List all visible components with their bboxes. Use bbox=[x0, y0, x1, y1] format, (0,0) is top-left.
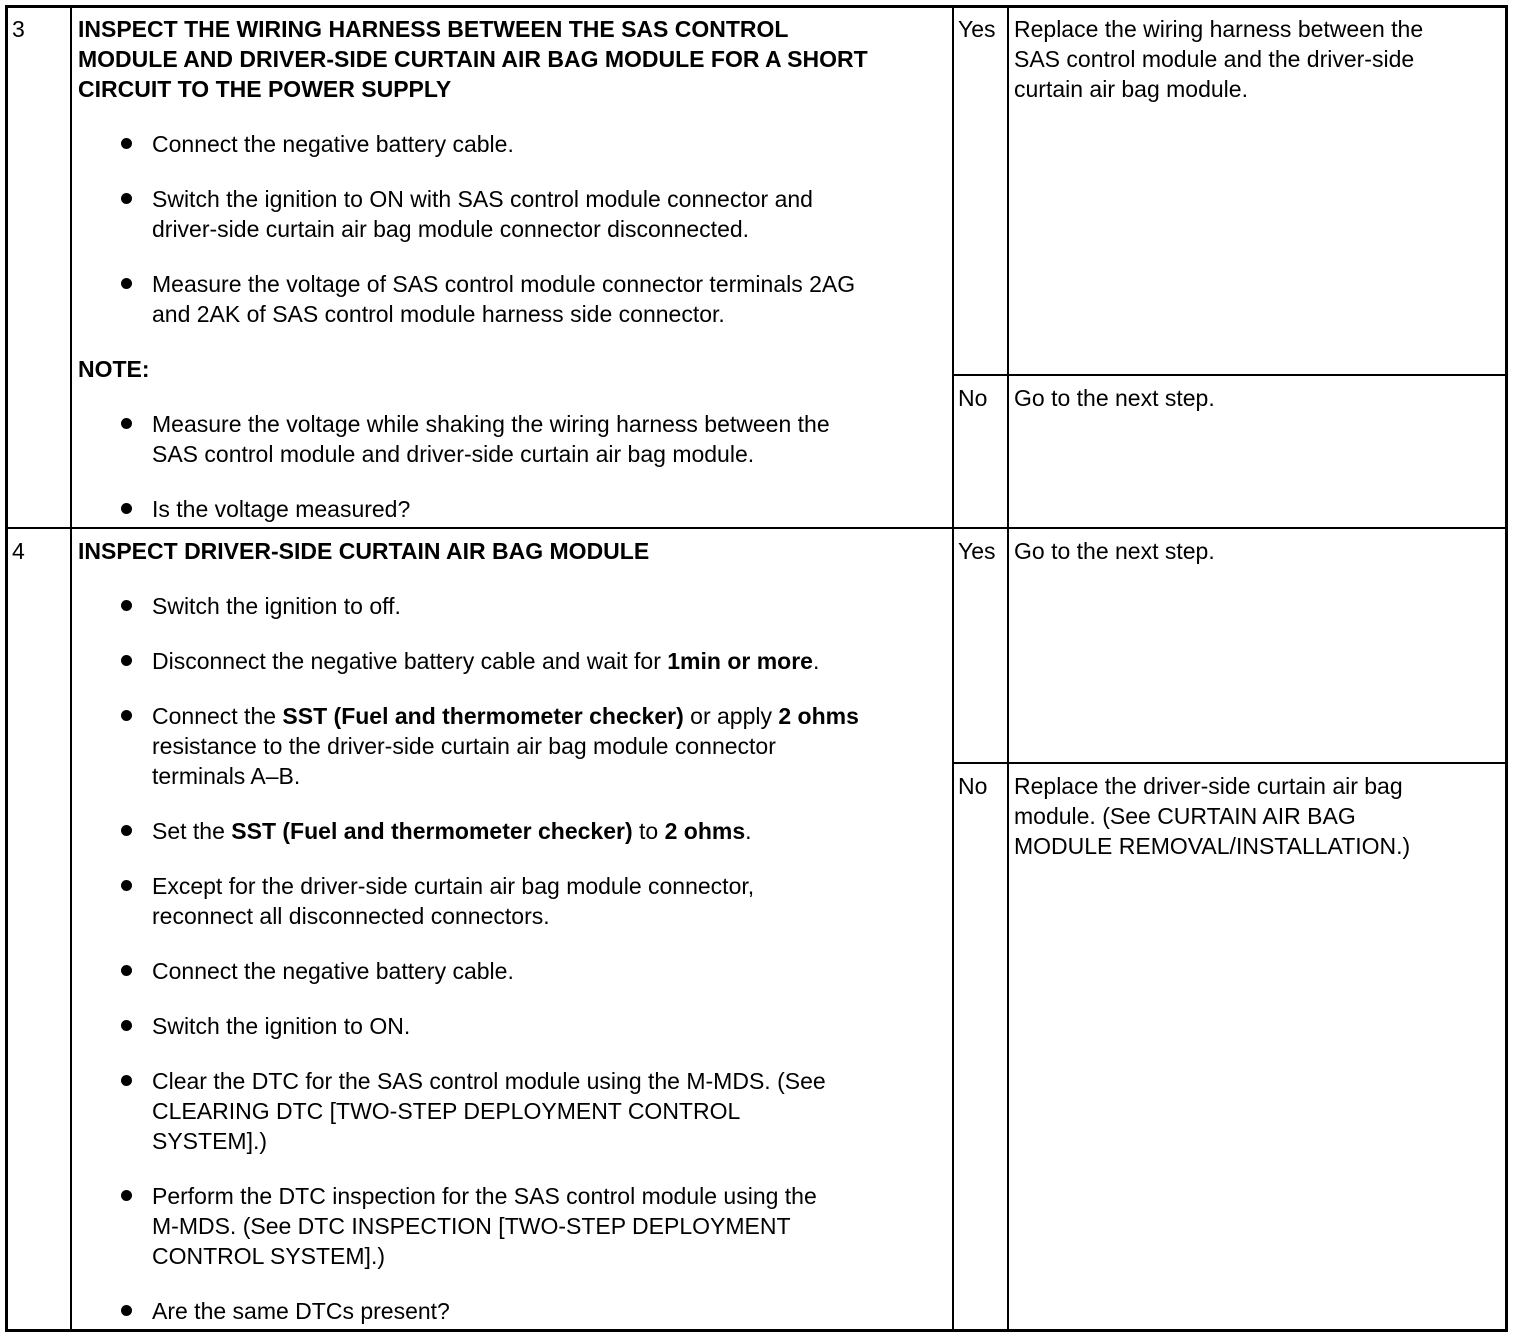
step-number: 3 bbox=[12, 16, 25, 42]
bullet-icon bbox=[121, 965, 132, 976]
column-divider-action bbox=[1007, 5, 1009, 1332]
bullet-icon bbox=[121, 418, 132, 429]
table-bottom-border bbox=[5, 1329, 1508, 1332]
bullet-text: CONTROL SYSTEM].) bbox=[152, 1243, 385, 1269]
no-action-text: Replace the driver-side curtain air bag bbox=[1014, 773, 1403, 799]
table-right-border bbox=[1505, 5, 1508, 1332]
bullet-text: reconnect all disconnected connectors. bbox=[152, 903, 550, 929]
bullet-text: Perform the DTC inspection for the SAS control module using the bbox=[152, 1183, 817, 1209]
bullet-text bbox=[152, 646, 819, 676]
text-run: to bbox=[632, 818, 665, 844]
bullet-text: Measure the voltage of SAS control module connector terminals 2AG bbox=[152, 271, 856, 297]
bullet-text bbox=[152, 816, 752, 846]
bullet-text: Measure the voltage while shaking the wiring harness between the bbox=[152, 411, 830, 437]
text-run: or apply bbox=[683, 703, 779, 729]
bullet-icon bbox=[121, 825, 132, 836]
note-label: NOTE: bbox=[78, 356, 150, 382]
yes-action-text: SAS control module and the driver-side bbox=[1014, 46, 1415, 72]
text-run: Connect the bbox=[152, 703, 283, 729]
yes-action-text: Go to the next step. bbox=[1014, 538, 1215, 564]
bullet-text: driver-side curtain air bag module connector disconnected. bbox=[152, 216, 750, 242]
bullet-icon bbox=[121, 138, 132, 149]
step-heading-line: CIRCUIT TO THE POWER SUPPLY bbox=[78, 76, 452, 102]
bullet-text: Connect the negative battery cable. bbox=[152, 131, 514, 157]
table-left-border bbox=[5, 5, 8, 1332]
row-divider-step3-step4 bbox=[5, 527, 1508, 529]
step-heading-line: INSPECT THE WIRING HARNESS BETWEEN THE SAS CONTROL bbox=[78, 16, 789, 42]
text-run: Set the bbox=[152, 818, 232, 844]
bold-value: 2 ohms bbox=[664, 818, 746, 844]
bullet-icon bbox=[121, 655, 132, 666]
bullet-text: SYSTEM].) bbox=[152, 1128, 268, 1154]
column-divider-step bbox=[70, 5, 72, 1332]
bullet-icon bbox=[121, 1075, 132, 1086]
bold-value: 1min or more bbox=[667, 648, 813, 674]
no-action-text: module. (See CURTAIN AIR BAG bbox=[1014, 803, 1356, 829]
yes-action-text: curtain air bag module. bbox=[1014, 76, 1248, 102]
bullet-text: Switch the ignition to ON. bbox=[152, 1013, 411, 1039]
text-run: . bbox=[745, 818, 752, 844]
no-action-text: MODULE REMOVAL/INSTALLATION.) bbox=[1014, 833, 1411, 859]
bullet-icon bbox=[121, 710, 132, 721]
bullet-text: resistance to the driver-side curtain air bag module connector bbox=[152, 733, 776, 759]
bullet-icon bbox=[121, 278, 132, 289]
bullet-text: Clear the DTC for the SAS control module using the M-MDS. (See bbox=[152, 1068, 826, 1094]
bullet-text: SAS control module and driver-side curtain air bag module. bbox=[152, 441, 755, 467]
column-divider-result bbox=[952, 5, 954, 1332]
bullet-text: Except for the driver-side curtain air bag module connector, bbox=[152, 873, 755, 899]
step-number: 4 bbox=[12, 538, 25, 564]
text-run: . bbox=[812, 648, 820, 674]
bullet-icon bbox=[121, 1305, 132, 1316]
bold-value: 2 ohms bbox=[778, 703, 859, 729]
bullet-text: Switch the ignition to ON with SAS control module connector and bbox=[152, 186, 813, 212]
row-divider-step3-yes-no bbox=[952, 374, 1508, 376]
bullet-icon bbox=[121, 880, 132, 891]
bullet-icon bbox=[121, 1020, 132, 1031]
bullet-icon bbox=[121, 193, 132, 204]
bold-value: SST (Fuel and thermometer checker) bbox=[282, 703, 684, 729]
result-yes-label: Yes bbox=[958, 538, 996, 564]
bullet-icon bbox=[121, 1190, 132, 1201]
bullet-text: Is the voltage measured? bbox=[152, 496, 411, 522]
bullet-text: Are the same DTCs present? bbox=[152, 1298, 450, 1324]
bullet-text: M-MDS. (See DTC INSPECTION [TWO-STEP DEPLOYMENT bbox=[152, 1213, 791, 1239]
bullet-text: and 2AK of SAS control module harness side connector. bbox=[152, 301, 725, 327]
result-no-label: No bbox=[958, 773, 988, 799]
step-heading-line: INSPECT DRIVER-SIDE CURTAIN AIR BAG MODULE bbox=[78, 538, 650, 564]
result-no-label: No bbox=[958, 385, 988, 411]
yes-action-text: Replace the wiring harness between the bbox=[1014, 16, 1424, 42]
bullet-text: Connect the negative battery cable. bbox=[152, 958, 514, 984]
bullet-text: terminals A–B. bbox=[152, 763, 301, 789]
bold-value: SST (Fuel and thermometer checker) bbox=[231, 818, 633, 844]
result-yes-label: Yes bbox=[958, 16, 996, 42]
table-top-border bbox=[5, 5, 1508, 8]
row-divider-step4-yes-no bbox=[952, 762, 1508, 764]
bullet-icon bbox=[121, 503, 132, 514]
step-heading-line: MODULE AND DRIVER-SIDE CURTAIN AIR BAG MODULE FOR A SHORT bbox=[78, 46, 868, 72]
bullet-text: Switch the ignition to off. bbox=[152, 593, 401, 619]
bullet-icon bbox=[121, 600, 132, 611]
bullet-text: CLEARING DTC [TWO-STEP DEPLOYMENT CONTROL bbox=[152, 1098, 741, 1124]
no-action-text: Go to the next step. bbox=[1014, 385, 1215, 411]
bullet-text bbox=[152, 701, 859, 731]
text-run: Disconnect the negative battery cable and wait for bbox=[152, 648, 668, 674]
